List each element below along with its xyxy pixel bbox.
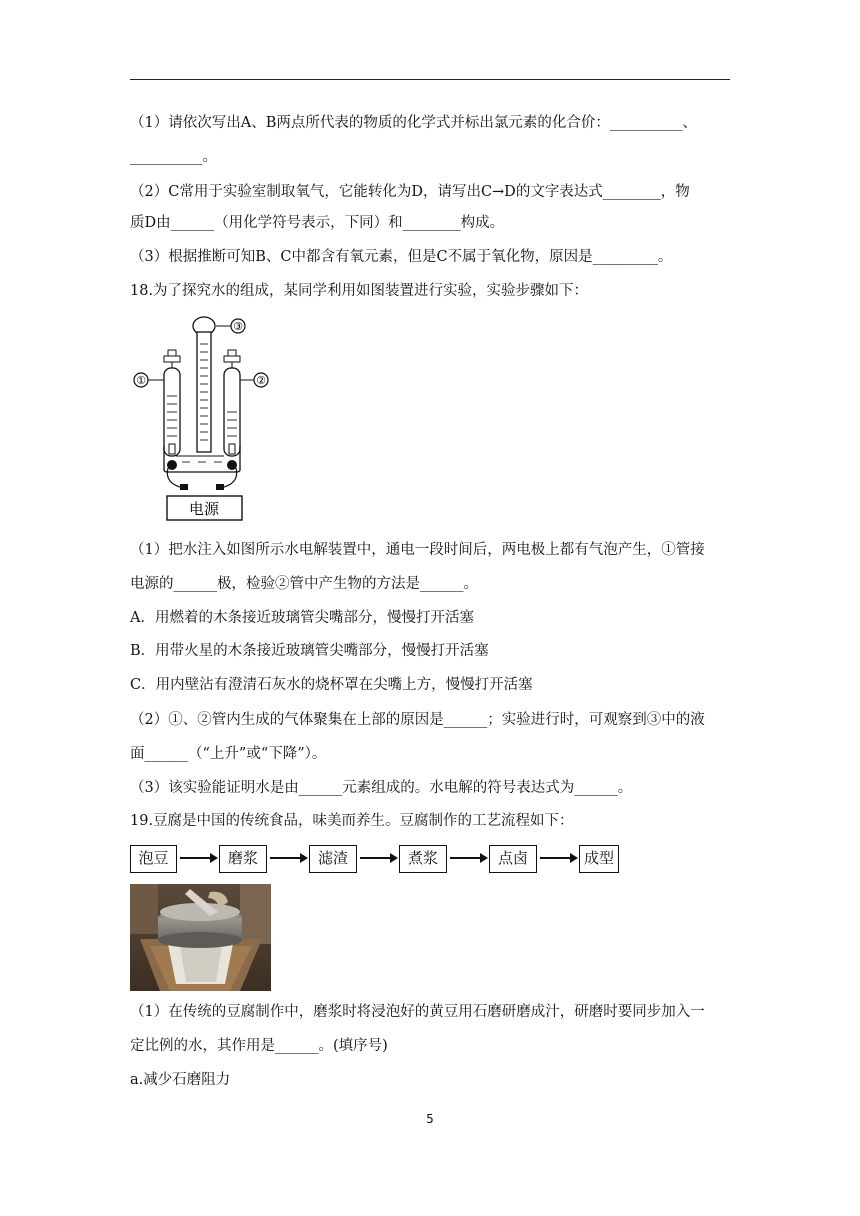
flow-arrow — [270, 857, 306, 859]
q18-stem: 18.为了探究水的组成，某同学利用如图装置进行实验，实验步骤如下： — [130, 283, 589, 299]
q18-part1-line2: 电源的______极，检验②管中产生物的方法是______。 — [130, 576, 478, 592]
stone-mill-photo — [130, 884, 271, 991]
q17-part1-line2: __________。 — [130, 149, 217, 165]
q18-part2-line2: 面______（“上升”或“下降”）。 — [130, 746, 327, 762]
flow-arrow — [180, 857, 216, 859]
q18-option-c: C．用内壁沾有澄清石灰水的烧杯罩在尖嘴上方，慢慢打开活塞 — [130, 677, 533, 693]
flow-step-3: 滤渣 — [309, 845, 357, 873]
q18-part2-line1: （2）①、②管内生成的气体聚集在上部的原因是______；实验进行时，可观察到③中的液 — [130, 712, 705, 728]
flow-step-1: 泡豆 — [130, 845, 177, 873]
q18-option-a: A．用燃着的木条接近玻璃管尖嘴部分，慢慢打开活塞 — [130, 610, 474, 626]
electrolysis-apparatus-figure — [128, 312, 278, 524]
power-supply-label: 电源 — [188, 500, 220, 518]
q18-part3: （3）该实验能证明水是由______元素组成的。水电解的符号表达式为______。 — [130, 780, 633, 796]
flow-step-4: 煮浆 — [399, 845, 447, 873]
label-2: ② — [256, 374, 266, 387]
flow-arrow — [360, 857, 396, 859]
label-3: ③ — [233, 320, 243, 333]
label-1: ① — [136, 374, 146, 387]
flow-step-6: 成型 — [579, 845, 619, 873]
q17-part3: （3）根据推断可知B、C中都含有氧元素，但是C不属于氧化物，原因是_________。 — [130, 249, 673, 265]
q19-option-a: a.减少石磨阻力 — [130, 1072, 231, 1088]
flow-arrow — [540, 857, 576, 859]
q19-part1-line1: （1）在传统的豆腐制作中，磨浆时将浸泡好的黄豆用石磨研磨成汁，研磨时要同步加入一 — [130, 1004, 705, 1020]
q19-stem: 19.豆腐是中国的传统食品，味美而养生。豆腐制作的工艺流程如下： — [130, 813, 574, 829]
q19-part1-line2: 定比例的水，其作用是______。(填序号) — [130, 1038, 388, 1054]
flow-step-5: 点卤 — [489, 845, 537, 873]
q17-part2-line1: （2）C常用于实验室制取氧气，它能转化为D，请写出C→D的文字表达式________，物 — [130, 184, 690, 200]
page-number: 5 — [426, 1112, 434, 1126]
q17-part1-line1: （1）请依次写出A、B两点所代表的物质的化学式并标出氯元素的化合价：__________、 — [130, 115, 697, 131]
q17-part2-line2: 质D由______（用化学符号表示，下同）和________构成。 — [130, 215, 505, 231]
tofu-process-flow — [130, 843, 630, 877]
flow-arrow — [450, 857, 486, 859]
flow-step-2: 磨浆 — [219, 845, 267, 873]
header-rule — [130, 79, 730, 80]
q18-part1-line1: （1）把水注入如图所示水电解装置中，通电一段时间后，两电极上都有气泡产生，①管接 — [130, 542, 705, 558]
q18-option-b: B．用带火星的木条接近玻璃管尖嘴部分，慢慢打开活塞 — [130, 643, 489, 659]
